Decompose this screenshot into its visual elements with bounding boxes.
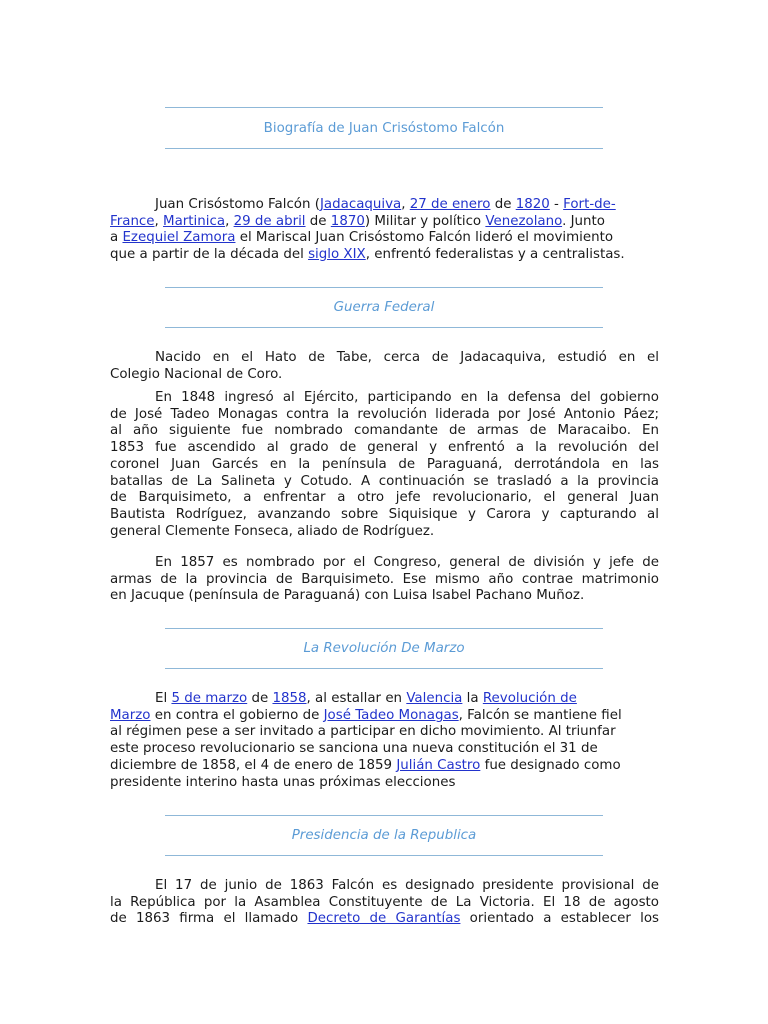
- link-29-de-abril[interactable]: 29 de abril: [233, 213, 306, 229]
- guerra-paragraph-3: [110, 555, 659, 605]
- text-line: Bautista Rodríguez, avanzando sobre Siquisique y Carora y capturando al: [110, 506, 659, 522]
- divider: [165, 668, 603, 669]
- text-run: el Mariscal Juan Crisóstomo Falcón lideró el movimiento: [235, 230, 614, 246]
- intro-paragraph: [110, 197, 659, 264]
- presidencia-heading-block: [165, 815, 603, 856]
- text-run: ,: [225, 213, 234, 229]
- text-run: ,: [401, 197, 410, 212]
- text-line: En 1857 es nombrado por el Congreso, general de división y jefe de: [155, 555, 659, 570]
- text-run: la: [462, 691, 483, 706]
- divider: [165, 855, 603, 856]
- text-line: de Barquisimeto, a enfrentar a otro jefe revolucionario, el general Juan: [110, 490, 659, 506]
- text-run: El: [155, 691, 172, 706]
- text-line: coronel Juan Garcés en la península de Paraguaná, derrotándola en las: [110, 456, 659, 472]
- text-line: al régimen pese a ser invitado a participar en dicho movimiento. Al triunfar: [110, 724, 616, 740]
- text-run: a: [110, 230, 123, 246]
- link-decreto-de-garantias[interactable]: Decreto de Garantías: [307, 911, 461, 927]
- text-line: En 1848 ingresó al Ejército, participando en la defensa del gobierno: [155, 390, 659, 405]
- divider: [165, 815, 603, 816]
- text-run: , al estallar en: [306, 691, 407, 706]
- text-line: [110, 247, 659, 264]
- text-line: la República por la Asamblea Constituyente de La Victoria. El 18 de agosto: [110, 894, 659, 910]
- text-line: Colegio Nacional de Coro.: [110, 366, 283, 382]
- text-line: [110, 214, 659, 231]
- section-heading-guerra-federal: Guerra Federal: [333, 300, 435, 315]
- text-line: este proceso revolucionario se sanciona una nueva constitución el 31 de: [110, 741, 598, 757]
- text-line: al año siguiente fue nombrado comandante de armas de Maracaibo. En: [110, 423, 659, 439]
- link-venezolano[interactable]: Venezolano: [485, 213, 563, 229]
- text-run: , Falcón se mantiene fiel: [458, 707, 622, 723]
- text-line: El 17 de junio de 1863 Falcón es designado presidente provisional de: [155, 878, 659, 893]
- divider: [165, 327, 603, 328]
- revolucion-paragraph: [110, 691, 659, 791]
- text-run: que a partir de la década del: [110, 247, 309, 263]
- divider: [165, 628, 603, 629]
- text-line: batallas de La Salineta y Cotudo. A continuación se trasladó a la provincia: [110, 473, 659, 489]
- text-run: Juan Crisóstomo Falcón (: [155, 197, 320, 212]
- page-title: Biografía de Juan Crisóstomo Falcón: [263, 121, 505, 136]
- link-revolucion-de-marzo[interactable]: Revolución de: [482, 691, 577, 706]
- link-fort-de-france-cont[interactable]: France: [110, 213, 155, 229]
- link-jose-tadeo-monagas[interactable]: José Tadeo Monagas: [323, 707, 459, 723]
- presidencia-paragraph: [110, 878, 659, 928]
- text-line: Nacido en el Hato de Tabe, cerca de Jadacaquiva, estudió en el: [155, 350, 659, 365]
- text-run: fue designado como: [480, 757, 621, 773]
- link-1820[interactable]: 1820: [515, 197, 550, 212]
- text-line: armas de la provincia de Barquisimeto. Ese mismo año contrae matrimonio: [110, 571, 659, 587]
- text-line: [110, 197, 659, 214]
- text-line: [110, 911, 659, 928]
- text-run: de: [305, 213, 331, 229]
- link-julian-castro[interactable]: Julián Castro: [396, 757, 481, 773]
- link-fort-de-france[interactable]: Fort-de-: [563, 197, 616, 212]
- link-ezequiel-zamora[interactable]: Ezequiel Zamora: [122, 230, 236, 246]
- guerra-paragraph-1: [110, 350, 659, 383]
- text-line: en Jacuque (península de Paraguaná) con Luisa Isabel Pachano Muñoz.: [110, 588, 585, 604]
- text-run: de 1863 firma el llamado: [110, 911, 308, 927]
- link-revolucion-de-marzo-cont[interactable]: Marzo: [110, 707, 151, 723]
- text-line: presidente interino hasta unas próximas elecciones: [110, 774, 456, 790]
- link-5-de-marzo[interactable]: 5 de marzo: [171, 691, 248, 706]
- text-run: ,: [154, 213, 164, 229]
- text-run: de: [490, 197, 516, 212]
- text-run: diciembre de 1858, el 4 de enero de 1859: [110, 757, 397, 773]
- text-line: [110, 708, 659, 725]
- text-run: ) Militar y político: [364, 213, 486, 229]
- text-line: [110, 691, 659, 708]
- title-heading-block: [165, 107, 603, 149]
- text-line: [110, 230, 659, 247]
- divider: [165, 148, 603, 149]
- divider: [165, 287, 603, 288]
- text-run: -: [549, 197, 564, 212]
- text-run: , enfrentó federalistas y a centralistas.: [365, 247, 625, 263]
- link-27-de-enero[interactable]: 27 de enero: [409, 197, 491, 212]
- guerra-paragraph-2: [110, 390, 659, 540]
- text-line: 1853 fue ascendido al grado de general y enfrentó a la revolución del: [110, 440, 659, 456]
- divider: [165, 107, 603, 108]
- text-run: . Junto: [562, 213, 605, 229]
- text-line: de José Tadeo Monagas contra la revolución liderada por José Antonio Páez;: [110, 406, 659, 422]
- section-heading-presidencia: Presidencia de la Republica: [291, 828, 477, 843]
- link-martinica[interactable]: Martinica: [163, 213, 226, 229]
- link-siglo-xix[interactable]: siglo XIX: [308, 247, 366, 263]
- text-line: [110, 758, 659, 775]
- link-jadacaquiva[interactable]: Jadacaquiva: [319, 197, 402, 212]
- link-valencia[interactable]: Valencia: [406, 691, 463, 706]
- guerra-federal-heading-block: [165, 287, 603, 328]
- revolucion-heading-block: [165, 628, 603, 669]
- text-line: general Clemente Fonseca, aliado de Rodríguez.: [110, 523, 435, 539]
- link-1870[interactable]: 1870: [330, 213, 365, 229]
- text-run: en contra el gobierno de: [150, 707, 324, 723]
- text-run: de: [247, 691, 273, 706]
- text-run: orientado a establecer los: [460, 911, 659, 927]
- link-1858[interactable]: 1858: [272, 691, 307, 706]
- section-heading-revolucion: La Revolución De Marzo: [303, 641, 465, 656]
